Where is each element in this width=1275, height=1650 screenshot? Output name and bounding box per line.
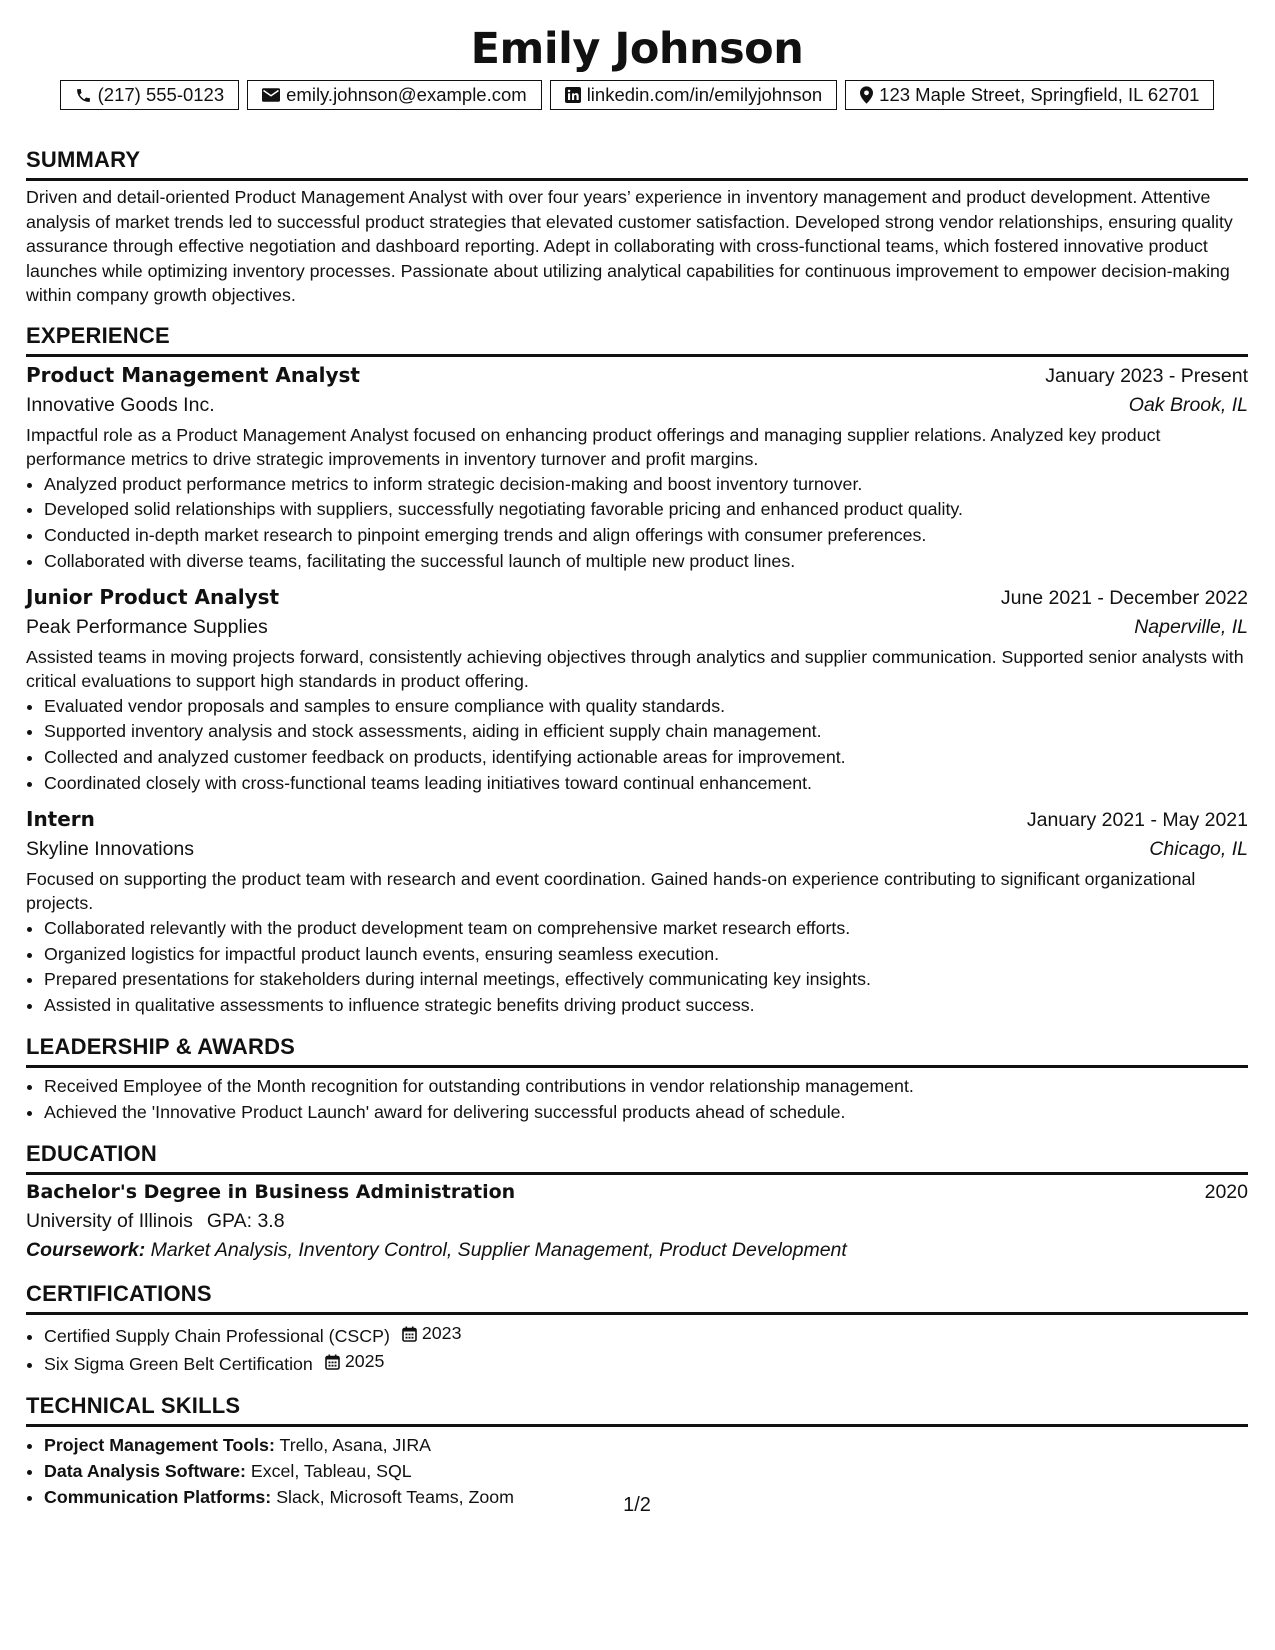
skills-section bbox=[26, 1392, 1248, 1510]
job-description: Impactful role as a Product Management Analyst focused on enhancing product offerings and managing supplier relations. Analyzed key product performance metrics to drive strategic improvements in inventory turnover and profit margins. bbox=[26, 424, 1161, 469]
certification-year: 2023 bbox=[421, 1322, 462, 1343]
graduation-year: 2020 bbox=[1204, 1180, 1248, 1203]
summary-text: Driven and detail-oriented Product Management Analyst with over four years’ experience in inventory management and product development. Attentive analysis of market trends led to successful product strategies that elevated customer satisfaction. Developed strong vendor relationships, ensuring quality assurance through effective negotiation and dashboard reporting. Adept in collaborating with cross-functional teams, which fostered innovative product launches while optimizing inventory processes. Passionate about utilizing analytical capabilities for continuous improvement to empower decision-making within company growth objectives. bbox=[26, 187, 1233, 305]
certification-year: 2025 bbox=[344, 1351, 385, 1372]
section-title-education: EDUCATION bbox=[26, 1140, 157, 1166]
job-date: June 2021 - December 2022 bbox=[1000, 586, 1248, 609]
list-item: • Organized logistics for impactful product launch events, ensuring seamless execution. bbox=[44, 942, 1248, 968]
job-company: Skyline Innovations bbox=[26, 837, 195, 860]
job-date: January 2021 - May 2021 bbox=[1026, 808, 1248, 831]
job-title: Junior Product Analyst bbox=[26, 584, 280, 609]
list-item: • Collaborated relevantly with the product development team on comprehensive market research efforts. bbox=[44, 916, 1248, 942]
address-text: 123 Maple Street, Springfield, IL 62701 bbox=[879, 84, 1200, 105]
coursework-list: Market Analysis, Inventory Control, Supplier Management, Product Development bbox=[150, 1238, 847, 1261]
list-item bbox=[44, 1459, 1248, 1485]
list-item: • Conducted in-depth market research to pinpoint emerging trends and align offerings with consumer preferences. bbox=[44, 523, 1248, 549]
certification-name: Six Sigma Green Belt Certification bbox=[44, 1354, 313, 1375]
section-title-skills: TECHNICAL SKILLS bbox=[26, 1393, 241, 1419]
job-location: Oak Brook, IL bbox=[1128, 393, 1248, 416]
list-item: • Prepared presentations for stakeholders during internal meetings, effectively communicating key insights. bbox=[44, 967, 1248, 993]
skill-values: Excel, Tableau, SQL bbox=[250, 1460, 412, 1481]
summary-section bbox=[26, 146, 1248, 308]
section-divider bbox=[26, 354, 1248, 357]
job-title: Product Management Analyst bbox=[26, 362, 360, 387]
job-entry bbox=[26, 363, 1248, 575]
resume-page bbox=[26, 0, 1248, 1650]
skill-category: Communication Platforms: bbox=[44, 1486, 272, 1507]
list-item: • Coordinated closely with cross-functional teams leading initiatives toward continual enhancement. bbox=[44, 771, 1248, 797]
calendar-icon bbox=[325, 1354, 340, 1370]
job-company: Peak Performance Supplies bbox=[26, 615, 268, 638]
award-list bbox=[26, 1074, 1248, 1126]
section-divider bbox=[26, 178, 1248, 181]
list-item: • Collaborated with diverse teams, facilitating the successful launch of multiple new product lines. bbox=[44, 549, 1248, 575]
section-divider bbox=[26, 1172, 1248, 1175]
list-item: • Received Employee of the Month recognition for outstanding contributions in vendor relationship management. bbox=[44, 1074, 1248, 1100]
job-description: Focused on supporting the product team with research and event coordination. Gained hands-on experience contributing to significant organizational projects. bbox=[26, 868, 1196, 914]
job-entry bbox=[26, 807, 1248, 1019]
certifications-section bbox=[26, 1280, 1248, 1378]
list-item: • Analyzed product performance metrics to inform strategic decision-making and boost inventory turnover. bbox=[44, 472, 1248, 498]
map-pin-icon bbox=[860, 86, 873, 104]
job-entry bbox=[26, 585, 1248, 797]
list-item bbox=[44, 1321, 1248, 1350]
job-bullets bbox=[26, 694, 1248, 797]
section-title-certifications: CERTIFICATIONS bbox=[26, 1280, 212, 1306]
list-item: • Evaluated vendor proposals and samples to ensure compliance with quality standards. bbox=[44, 694, 1248, 720]
skill-values: Trello, Asana, JIRA bbox=[279, 1435, 432, 1456]
phone-contact[interactable] bbox=[60, 80, 240, 110]
list-item bbox=[44, 1349, 1248, 1378]
job-description: Assisted teams in moving projects forward, consistently achieving objectives through analytics and supplier communication. Supported senior analysts with critical evaluations to support high standards in product offering. bbox=[26, 646, 1244, 692]
job-bullets bbox=[26, 916, 1248, 1019]
list-item: • Developed solid relationships with suppliers, successfully negotiating favorable pricing and enhanced product quality. bbox=[44, 497, 1248, 523]
school-name: University of Illinois bbox=[26, 1209, 193, 1232]
education-section bbox=[26, 1140, 1248, 1262]
page-number: 1/2 bbox=[623, 1494, 651, 1516]
coursework bbox=[26, 1239, 1248, 1262]
list-item bbox=[44, 1433, 1248, 1459]
gpa: GPA: 3.8 bbox=[206, 1209, 285, 1232]
experience-section bbox=[26, 322, 1248, 1020]
certification-name: Certified Supply Chain Professional (CSCP) bbox=[44, 1325, 390, 1346]
job-company: Innovative Goods Inc. bbox=[26, 393, 215, 416]
section-title-experience: EXPERIENCE bbox=[26, 322, 170, 348]
list-item: • Supported inventory analysis and stock assessments, aiding in efficient supply chain management. bbox=[44, 719, 1248, 745]
candidate-name: Emily Johnson bbox=[470, 24, 804, 74]
job-bullets bbox=[26, 472, 1248, 575]
envelope-icon bbox=[262, 88, 280, 102]
calendar-icon bbox=[402, 1326, 417, 1342]
phone-text: (217) 555-0123 bbox=[97, 84, 225, 105]
skill-category: Project Management Tools: bbox=[44, 1435, 275, 1456]
phone-icon bbox=[75, 87, 92, 104]
leadership-section bbox=[26, 1033, 1248, 1126]
skill-values: Slack, Microsoft Teams, Zoom bbox=[276, 1486, 514, 1507]
job-date: January 2023 - Present bbox=[1045, 364, 1248, 387]
section-title-summary: SUMMARY bbox=[26, 147, 141, 172]
section-title-leadership: LEADERSHIP & AWARDS bbox=[26, 1034, 296, 1060]
email-contact[interactable] bbox=[247, 80, 542, 110]
email-text: emily.johnson@example.com bbox=[286, 84, 527, 105]
contact-bar bbox=[26, 80, 1248, 110]
job-location: Naperville, IL bbox=[1134, 615, 1248, 638]
linkedin-text: linkedin.com/in/emilyjohnson bbox=[586, 84, 823, 105]
job-title: Intern bbox=[26, 806, 95, 831]
linkedin-contact[interactable] bbox=[550, 80, 837, 110]
skill-category: Data Analysis Software: bbox=[44, 1460, 246, 1481]
list-item: • Achieved the 'Innovative Product Launch' award for delivering successful products ahead of schedule. bbox=[44, 1100, 1248, 1126]
section-divider bbox=[26, 1065, 1248, 1068]
section-divider bbox=[26, 1312, 1248, 1315]
linkedin-icon bbox=[565, 87, 581, 103]
certification-list bbox=[26, 1321, 1248, 1378]
list-item: • Assisted in qualitative assessments to influence strategic benefits driving product success. bbox=[44, 993, 1248, 1019]
coursework-label: Coursework: bbox=[26, 1238, 146, 1261]
job-location: Chicago, IL bbox=[1149, 837, 1248, 860]
section-divider bbox=[26, 1424, 1248, 1427]
list-item: • Collected and analyzed customer feedback on products, identifying actionable areas for improvement. bbox=[44, 745, 1248, 771]
degree-name: Bachelor's Degree in Business Administration bbox=[26, 1180, 516, 1203]
address-contact bbox=[845, 80, 1214, 110]
